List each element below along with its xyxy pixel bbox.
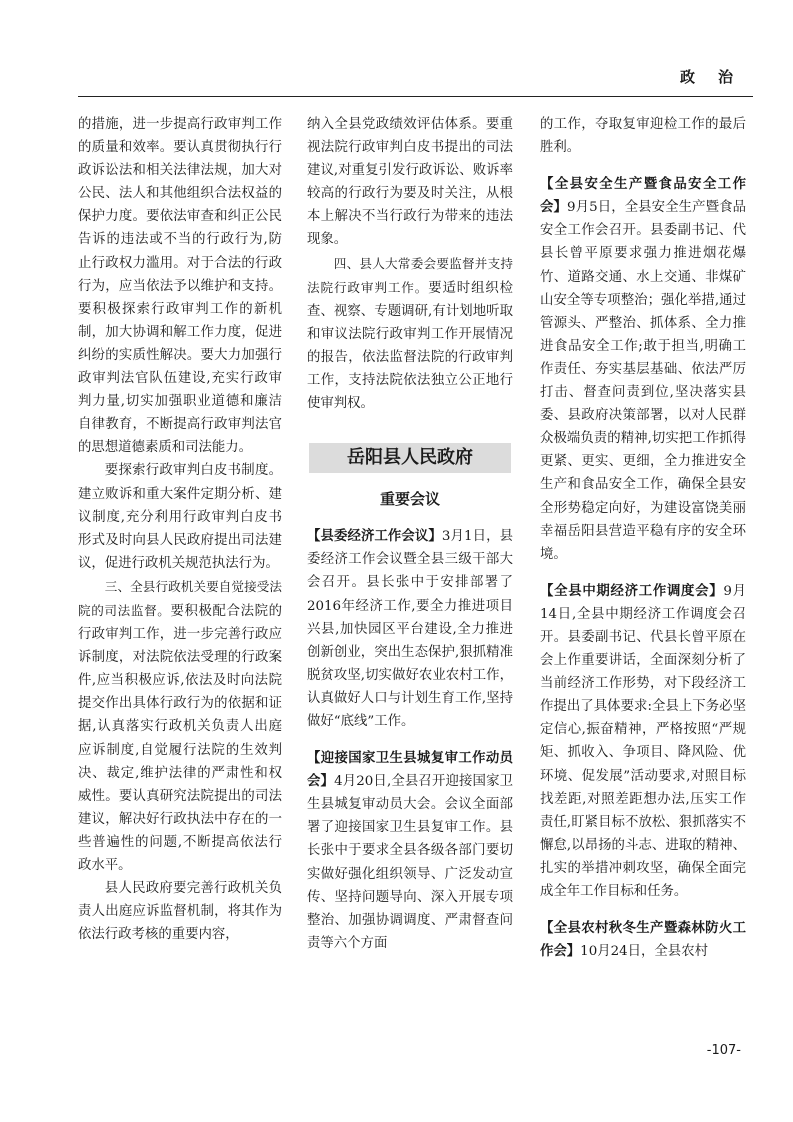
meeting-body: 9月5日，全县安全生产暨食品安全工作会召开。县委副书记、代县长曾平原要求强力推进烟花爆竹、道路交通、水上交通、非煤矿山安全等专项整治；强化举措,通过管源头、严整治、抓体系、全力推进食品安全工作;敢于担当,明确工作责任、夯实基层基础、依法严厉打击、督查问责到位,坚决落实县委、县政府决策部署，以对人民群众极端负责的精神,切实把工作抓得更紧、更实、更细，全力推进安全生产和食品安全工作，确保全县安全形势稳定向好，为建设富饶美丽幸福岳阳县营造平稳有序的安全环境。 bbox=[540, 200, 746, 562]
paragraph: 的措施，进一步提高行政审判工作的质量和效率。要认真贯彻执行行政诉讼法和相关法律法规，加大对公民、法人和其他组织合法权益的保护力度。要依法审查和纠正公民告诉的违法或不当的行政行为,防止行政权力滥用。对于合法的行政行为，应当依法予以维护和支持。要积极探索行政审判工作的新机制，加大协调和解工作力度，促进纠纷的实质性解决。要大力加强行政审判法官队伍建设,充实行政审判力量,切实加强职业道德和廉洁自律教育，不断提高行政审判法官的思想道德素质和司法能力。 bbox=[78, 117, 282, 456]
column-2 bbox=[307, 113, 513, 955]
paragraph: 县人民政府要完善行政机关负责人出庭应诉监督机制，将其作为依法行政考核的重要内容， bbox=[78, 881, 282, 943]
subheading: 四、县人大常委会要监督并支持法院行政审判工作。 bbox=[307, 255, 513, 295]
header-rule bbox=[78, 96, 753, 97]
meeting-title: 【县委经济工作会议】 bbox=[307, 529, 442, 545]
paragraph: 要探索行政审判白皮书制度。建立败诉和重大案件定期分析、建议制度,充分利用行政审判白皮书形式及时向县人民政府提出司法建议，促进行政机关规范执法行为。 bbox=[78, 463, 282, 571]
meeting-title: 【全县安全生产暨食品安全工作会】 bbox=[540, 177, 746, 216]
paragraph bbox=[307, 252, 513, 416]
meeting-title: 【全县农村秋冬生产暨森林防火工作会】 bbox=[540, 921, 746, 960]
meeting-body: 4月20日,全县召开迎接国家卫生县城复审动员大会。会议全面部署了迎接国家卫生县复审工作。县长张中于要求全县各级各部门要切实做好强化组织领导、广泛发动宣传、坚持问题导向、深入开展专项整治、加强协调调度、严肃督查问责等六个方面 bbox=[307, 774, 513, 951]
paragraph: 纳入全县党政绩效评估体系。要重视法院行政审判白皮书提出的司法建议,对重复引发行政诉讼、败诉率较高的行政行为要及时关注，从根本上解决不当行政行为带来的违法现象。 bbox=[307, 117, 513, 248]
section-header: 政 治 bbox=[679, 68, 737, 86]
meeting-title: 【迎接国家卫生县城复审工作动员会】 bbox=[307, 751, 513, 790]
column-3 bbox=[540, 113, 746, 963]
paragraph: 的工作，夺取复审迎检工作的最后胜利。 bbox=[540, 117, 746, 156]
column-1 bbox=[78, 113, 282, 946]
government-banner: 岳阳县人民政府 bbox=[309, 443, 511, 473]
paragraph-body: 要积极配合法院的行政审判工作，进一步完善行政应诉制度，对法院依法受理的行政案件,应当积极应诉,依法及时向法院提交作出具体行政行为的依据和证据,认真落实行政机关负责人出庭应诉制度,自觉履行法院的生效判决、裁定,维护法律的严肃性和权威性。要认真研究法院提出的司法建议，解决好行政执法中存在的一些普遍性的问题,不断提高依法行政水平。 bbox=[78, 603, 282, 873]
meeting-body: 9月14日,全县中期经济工作调度会召开。县委副书记、代县长曾平原在会上作重要讲话，全面深刻分析了当前经济工作形势，对下段经济工作提出了具体要求:全县上下务必坚定信心,振奋精神，严格按照“严规矩、抓收入、争项目、降风险、优环境、促发展”活动要求,对照目标找差距,对照差距想办法,压实工作责任,盯紧目标不放松、狠抓落实不懈怠,以昂扬的斗志、进取的精神、扎实的举措冲刺攻坚，确保全面完成全年工作目标和任务。 bbox=[540, 583, 746, 899]
meeting-body: 3月1日，县委经济工作会议暨全县三级干部大会召开。县长张中于安排部署了2016年经济工作,要全力推进项目兴县,加快园区平台建设,全力推进创新创业，突出生态保护,狠抓精准脱贫攻坚,切实做好农业农村工作，认真做好人口与计划生育工作,坚持做好“底线”工作。 bbox=[307, 529, 514, 729]
meeting-title: 【全县中期经济工作调度会】 bbox=[540, 583, 724, 599]
meeting-entry bbox=[540, 580, 746, 903]
subheading: 三、全县行政机关要自觉接受法院的司法监督。 bbox=[78, 578, 282, 618]
meeting-entry bbox=[540, 173, 746, 566]
meeting-body: 10月24日，全县农村 bbox=[580, 944, 708, 960]
paragraph-body: 要适时组织检查、视察、专题调研,有计划地听取和审议法院行政审判工作开展情况的报告，依法监督法院的行政审判工作，支持法院依法独立公正地行使审判权。 bbox=[307, 280, 514, 412]
meeting-entry bbox=[540, 917, 746, 963]
paragraph bbox=[78, 575, 282, 877]
section-title: 重要会议 bbox=[379, 490, 440, 509]
page-number: -107- bbox=[706, 1043, 741, 1058]
meeting-entry bbox=[307, 747, 513, 955]
meeting-entry bbox=[307, 525, 513, 733]
